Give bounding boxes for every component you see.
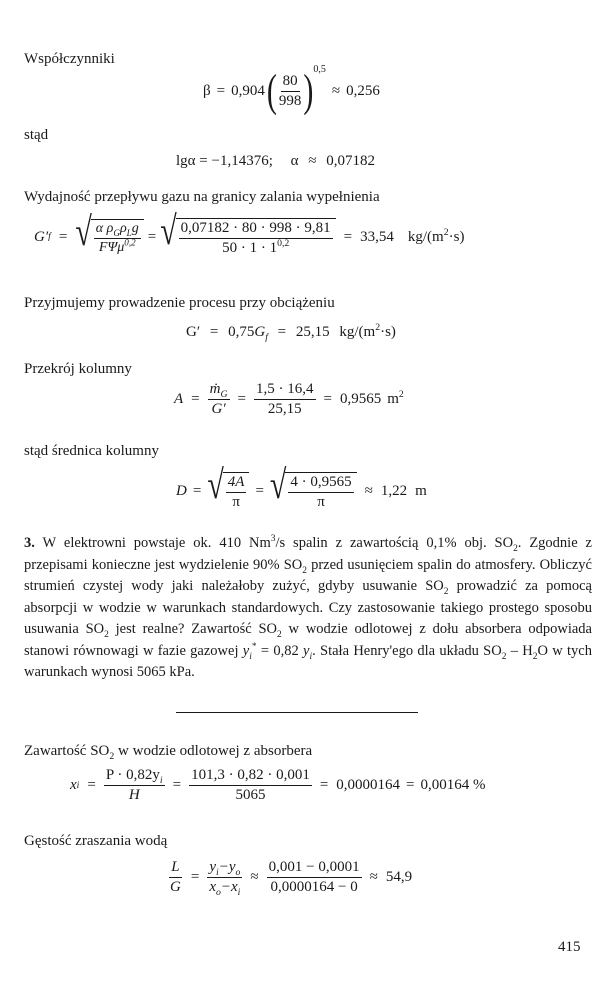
lg-lhs-den: G — [170, 879, 181, 895]
problem-sub: 2 — [104, 629, 109, 640]
label-przyjmujemy: Przyjmujemy prowadzenie procesu przy obciążeniu — [24, 295, 335, 311]
problem-yi-star: y — [242, 642, 250, 659]
gf-sym-sub1: G — [113, 227, 120, 238]
problem-sub: 2 — [443, 586, 449, 597]
xi-num-denominator: 5065 — [235, 787, 266, 803]
lg-num-denominator: 0,0000164 − 0 — [270, 879, 358, 895]
alpha-symbol: α — [290, 153, 299, 169]
d-sym-num: 4A — [226, 475, 247, 493]
label-gestosc: Gęstość zraszania wodą — [24, 833, 168, 849]
problem-text: W elektrowni powstaje ok. 410 Nm — [34, 535, 271, 551]
gf-num-den-exp: 0,2 — [277, 238, 290, 249]
beta-symbol: β — [203, 83, 211, 99]
problem-number: 3. — [24, 535, 35, 551]
problem-sub: 2 — [532, 651, 538, 662]
problem-text: = 0,82 — [256, 642, 304, 659]
gf-unit: kg/(m — [407, 228, 444, 245]
a-sym-num: ṁ — [209, 381, 221, 397]
problem-3-paragraph — [24, 533, 592, 684]
a-unit-exp: 2 — [398, 389, 404, 400]
a-lhs: A — [174, 391, 184, 407]
xi-num-numerator: 101,3 · 0,82 · 0,001 — [189, 768, 312, 786]
d-result: 1,22 — [380, 482, 408, 499]
lg-lhs-num: L — [169, 860, 181, 878]
problem-text: w wodzie odlotowej z dołu absorbera odpowiada stanowi równowagi w fazie gazowej — [24, 621, 592, 659]
problem-yi-sub: i — [309, 651, 313, 662]
xi-result: 0,0000164 — [336, 777, 401, 793]
a-sym-den: G′ — [211, 401, 226, 417]
gf-unit-exp: 2 — [443, 226, 449, 238]
xi-sym-num-sub: i — [159, 775, 163, 786]
problem-sup: 3 — [270, 534, 276, 545]
label-zawartosc: Zawartość $SO_2$ w wodzie odlotowej z absorbera — [24, 743, 313, 762]
label-stad: stąd — [24, 127, 49, 143]
lg-result: 54,9 — [385, 869, 413, 885]
equation-d: D = √ $\frac{4A}{\pi}$ = √ $\frac{4 \cdot 0,9565}{\pi}$ ≈ 1,22 m — [176, 462, 427, 510]
gf-result: 33,54 — [360, 228, 394, 245]
equation-gf: G′ f = √ $\frac{\alpha \rho_G\rho_Lg}{F\Psi\mu^{0,2}}$ = √ $\frac{0,07182 \cdot 80 \cdot 998 \cdot 9,81}{50 \cdot 1 \cdot 1^{0,2}}$ = 33,54 $kg/(m^2\cdot s)$ — [34, 208, 465, 256]
lg-x-sub: o — [215, 887, 221, 898]
g-unit-exp: 2 — [375, 322, 381, 333]
equation-a: A = $\frac{ṁ_G}{G'}$ = $\frac{1,5 \cdot 16,4}{25,15}$ = 0,9565 $m^2$ — [174, 381, 404, 417]
problem-text: jest realne? Zawartość SO — [108, 621, 278, 637]
equation-beta: β = 0,904 ( $\frac{80}{998}$ ) 0,5 ≈ 0,256 — [203, 64, 380, 116]
equation-xi: x i = $\frac{P \cdot 0,82y_i}{H}$ = $\frac{101,3 \cdot 0,82 \cdot 0,001}{5065}$ = 0,0000164 = 0,00164 % — [70, 767, 486, 803]
d-sym-den: π — [232, 494, 240, 510]
xi-sym-num: P · 0,82y — [105, 767, 160, 783]
beta-fraction-numerator: 80 — [281, 74, 300, 92]
gf-num-denominator: 50 · 1 · 1 — [222, 240, 278, 256]
lg-y: y — [209, 859, 216, 875]
lg-x2: x — [230, 879, 238, 895]
gf-num-numerator: 0,07182 · 80 · 998 · 9,81 — [179, 221, 333, 239]
problem-sub: 2 — [513, 543, 518, 554]
g-symbol-sub: f — [265, 332, 268, 343]
lg-y2: y — [228, 859, 236, 875]
problem-text: . Zgodnie z przepisami konieczne jest wydzielenie 90% SO — [24, 535, 592, 573]
beta-coefficient: 0,904 — [231, 83, 265, 99]
problem-text: O w tych warunkach wynosi 5065 kPa. — [24, 642, 592, 680]
gf-sym-den: FΨμ — [98, 240, 125, 255]
problem-sub: 2 — [277, 629, 282, 640]
label-srednica: stąd średnica kolumny — [24, 443, 159, 459]
a-num-denominator: 25,15 — [267, 401, 302, 417]
a-num-numerator: 1,5 · 16,4 — [254, 382, 316, 400]
lg-x2-sub: i — [237, 887, 241, 898]
g-result: 25,15 — [295, 324, 330, 340]
lg-y2-sub: o — [235, 867, 241, 878]
problem-sub: 2 — [501, 651, 507, 662]
d-lhs: D — [176, 482, 187, 499]
problem-yi-star-sup: * — [251, 641, 257, 652]
d-num-denominator: π — [317, 494, 325, 510]
gf-sym-sub2: L — [126, 227, 132, 238]
lg-y-sub: i — [215, 867, 219, 878]
d-num-numerator: 4 · 0,9565 — [288, 475, 353, 493]
a-sym-num-sub: G — [220, 389, 228, 400]
label-wydajnosc: Wydajność przepływu gazu na granicy zalania wypełnienia — [24, 189, 380, 205]
problem-text: przed usunięciem spalin do atmosfery. Obliczyć strumień czystej wody jaki należałoby zużyć, gdyby usuwanie SO — [24, 556, 592, 594]
equation-g: $G' = 0,75G_f = 25,15$ $kg/(m^2\cdot s)$ — [186, 322, 396, 343]
alpha-log: lgα = −1,14376; — [176, 153, 273, 169]
page-number: 415 — [558, 939, 581, 955]
problem-sub: 2 — [302, 565, 307, 576]
gf-sym-den-exp: 0,2 — [124, 237, 136, 248]
a-unit: m — [387, 391, 399, 407]
gf-lhs: G′ — [34, 228, 49, 245]
beta-fraction-denominator: 998 — [278, 93, 302, 109]
xi-sym-den: H — [128, 787, 140, 803]
gf-unit-post: ·s) — [448, 228, 465, 245]
g-unit-post: ·s) — [380, 324, 396, 340]
label-wspolczynniki: Współczynniki — [24, 51, 115, 67]
g-symbol: G — [254, 324, 266, 340]
beta-result: 0,256 — [346, 83, 380, 99]
problem-text: /s spalin z zawartością 0,1% obj. SO — [275, 535, 514, 551]
d-unit: m — [415, 482, 427, 499]
zawartosc-post: w wodzie odlotowej z absorbera — [114, 743, 313, 759]
equation-alpha: lgα = −1,14376; α ≈ 0,07182 — [176, 153, 375, 169]
label-przekroj: Przekrój kolumny — [24, 361, 132, 377]
problem-text: – H — [506, 642, 533, 659]
alpha-value: 0,07182 — [326, 153, 375, 169]
section-divider — [176, 712, 418, 713]
gf-sym-g: g — [131, 221, 139, 236]
xi-result-percent: 0,00164 % — [420, 777, 486, 793]
gf-sym-num-a: α ρ — [95, 221, 114, 236]
problem-yi: y — [303, 642, 310, 659]
lg-num-numerator: 0,001 − 0,0001 — [267, 860, 362, 878]
problem-text: prowadzić za pomocą absorpcji w wodzie w warunkach standardowych. Czy zastosowanie takiego prostego sposobu usuwania SO — [24, 578, 592, 637]
lg-x: x — [209, 879, 216, 895]
zawartosc-pre: Zawartość SO — [24, 743, 110, 759]
g-unit: kg/(m — [339, 324, 376, 340]
gf-sym-rho: ρ — [119, 221, 127, 236]
g-coef: 0,75 — [228, 324, 255, 340]
xi-lhs: x — [70, 777, 77, 793]
a-result: 0,9565 — [339, 391, 382, 407]
equation-lg: $\frac{L}{G}$ = $\frac{y_i-y_o}{x_o-x_i}$ ≈ $\frac{0,001 - 0,0001}{0,0000164 - 0}$ ≈ 54,9 — [170, 859, 413, 898]
problem-yi-star-sub: i — [249, 651, 252, 662]
g-lhs: G′ — [186, 324, 201, 340]
problem-text: . Stała Henry'ego dla układu SO — [312, 642, 502, 659]
